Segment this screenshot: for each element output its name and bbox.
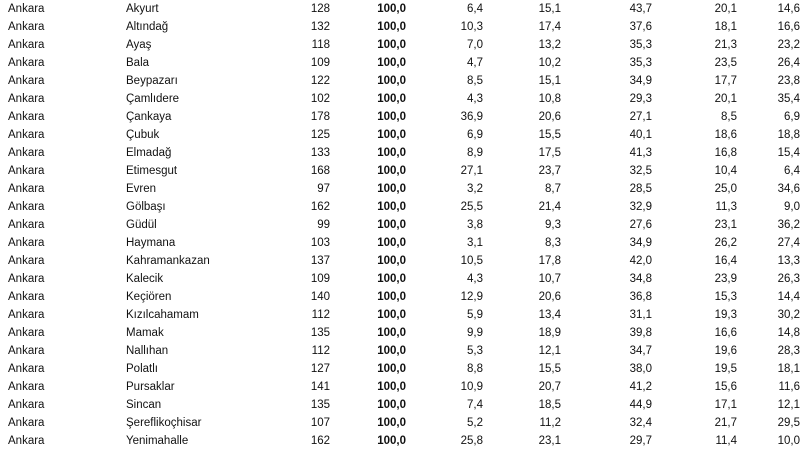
province-cell: Ankara	[8, 57, 45, 69]
count-cell: 125	[310, 129, 330, 141]
value-cell-5: 11,6	[778, 381, 800, 393]
value-cell-5: 18,1	[777, 363, 800, 375]
value-cell-3: 44,9	[629, 399, 652, 411]
province-cell: Ankara	[8, 3, 45, 15]
value-cell-2: 15,1	[538, 75, 561, 87]
table-row	[0, 144, 800, 162]
total-cell: 100,0	[377, 273, 406, 285]
district-cell: Bala	[126, 57, 150, 69]
value-cell-3: 27,1	[629, 111, 652, 123]
district-cell: Etimesgut	[126, 165, 178, 177]
count-cell: 99	[317, 219, 330, 231]
value-cell-3: 29,7	[629, 435, 652, 447]
province-cell: Ankara	[8, 75, 45, 87]
value-cell-2: 15,5	[538, 129, 561, 141]
value-cell-2: 17,4	[538, 21, 561, 33]
province-cell: Ankara	[8, 165, 45, 177]
value-cell-3: 34,8	[629, 273, 652, 285]
value-cell-5: 23,2	[777, 39, 800, 51]
value-cell-4: 19,5	[714, 363, 737, 375]
total-cell: 100,0	[377, 183, 406, 195]
total-cell: 100,0	[377, 399, 406, 411]
total-cell: 100,0	[377, 147, 406, 159]
count-cell: 109	[310, 273, 330, 285]
province-cell: Ankara	[8, 345, 45, 357]
district-cell: Polatlı	[126, 363, 158, 375]
value-cell-2: 21,4	[538, 201, 561, 213]
value-cell-2: 11,2	[539, 417, 561, 429]
total-cell: 100,0	[377, 57, 406, 69]
value-cell-3: 35,3	[629, 57, 652, 69]
value-cell-1: 5,2	[467, 417, 483, 429]
count-cell: 107	[310, 417, 330, 429]
value-cell-2: 17,8	[538, 255, 561, 267]
value-cell-4: 16,6	[714, 327, 737, 339]
table-row	[0, 432, 800, 450]
total-cell: 100,0	[377, 237, 406, 249]
table-row	[0, 54, 800, 72]
district-cell: Mamak	[126, 327, 164, 339]
table-row	[0, 180, 800, 198]
value-cell-4: 8,5	[721, 111, 737, 123]
province-cell: Ankara	[8, 381, 45, 393]
province-cell: Ankara	[8, 309, 45, 321]
table-row	[0, 396, 800, 414]
value-cell-1: 25,8	[460, 435, 483, 447]
count-cell: 112	[311, 345, 330, 357]
total-cell: 100,0	[377, 165, 406, 177]
value-cell-3: 28,5	[629, 183, 652, 195]
value-cell-1: 4,7	[467, 57, 483, 69]
province-cell: Ankara	[8, 237, 45, 249]
value-cell-1: 3,2	[467, 183, 483, 195]
province-cell: Ankara	[8, 201, 45, 213]
value-cell-1: 12,9	[460, 291, 483, 303]
table-row	[0, 36, 800, 54]
table-row	[0, 198, 800, 216]
total-cell: 100,0	[377, 291, 406, 303]
value-cell-1: 36,9	[460, 111, 483, 123]
value-cell-1: 7,0	[467, 39, 483, 51]
count-cell: 168	[310, 165, 330, 177]
value-cell-1: 4,3	[467, 93, 483, 105]
province-cell: Ankara	[8, 93, 45, 105]
total-cell: 100,0	[377, 381, 406, 393]
value-cell-3: 35,3	[629, 39, 652, 51]
table-row	[0, 342, 800, 360]
table-row	[0, 72, 800, 90]
value-cell-4: 23,1	[714, 219, 737, 231]
value-cell-1: 10,9	[460, 381, 483, 393]
district-cell: Güdül	[126, 219, 157, 231]
district-cell: Yenimahalle	[126, 435, 189, 447]
district-cell: Keçiören	[126, 291, 172, 303]
total-cell: 100,0	[377, 21, 406, 33]
district-cell: Gölbaşı	[126, 201, 166, 213]
value-cell-1: 8,9	[467, 147, 483, 159]
value-cell-4: 18,1	[714, 21, 737, 33]
value-cell-4: 11,3	[715, 201, 737, 213]
value-cell-4: 17,7	[714, 75, 737, 87]
district-cell: Çubuk	[126, 129, 160, 141]
value-cell-1: 27,1	[460, 165, 483, 177]
value-cell-2: 10,2	[538, 57, 561, 69]
value-cell-2: 17,5	[538, 147, 561, 159]
total-cell: 100,0	[377, 327, 406, 339]
district-cell: Akyurt	[126, 3, 159, 15]
value-cell-2: 20,7	[538, 381, 561, 393]
district-cell: Haymana	[126, 237, 176, 249]
count-cell: 97	[317, 183, 330, 195]
value-cell-5: 16,6	[777, 21, 800, 33]
value-cell-3: 40,1	[629, 129, 652, 141]
count-cell: 122	[310, 75, 330, 87]
value-cell-4: 26,2	[714, 237, 737, 249]
value-cell-4: 16,8	[714, 147, 737, 159]
district-cell: Elmadağ	[126, 147, 172, 159]
value-cell-5: 23,8	[777, 75, 800, 87]
value-cell-3: 29,3	[629, 93, 652, 105]
district-cell: Şereflikoçhisar	[126, 417, 202, 429]
value-cell-5: 29,5	[777, 417, 800, 429]
province-cell: Ankara	[8, 273, 45, 285]
table-row	[0, 306, 800, 324]
table-row	[0, 108, 800, 126]
province-cell: Ankara	[8, 291, 45, 303]
value-cell-2: 15,5	[538, 363, 561, 375]
district-cell: Kalecik	[126, 273, 164, 285]
value-cell-2: 10,8	[538, 93, 561, 105]
count-cell: 162	[310, 201, 330, 213]
district-cell: Altındağ	[126, 21, 169, 33]
value-cell-3: 36,8	[629, 291, 652, 303]
value-cell-4: 23,9	[714, 273, 737, 285]
district-cell: Kızılcahamam	[126, 309, 199, 321]
table-row	[0, 126, 800, 144]
district-cell: Sincan	[126, 399, 162, 411]
province-cell: Ankara	[8, 21, 45, 33]
total-cell: 100,0	[377, 363, 406, 375]
value-cell-2: 12,1	[538, 345, 561, 357]
count-cell: 109	[310, 57, 330, 69]
province-cell: Ankara	[8, 111, 45, 123]
value-cell-3: 27,6	[629, 219, 652, 231]
table-row	[0, 18, 800, 36]
value-cell-4: 19,6	[714, 345, 737, 357]
province-cell: Ankara	[8, 183, 45, 195]
count-cell: 127	[310, 363, 330, 375]
value-cell-4: 20,1	[714, 93, 737, 105]
value-cell-4: 18,6	[714, 129, 737, 141]
district-cell: Çamlıdere	[126, 93, 180, 105]
value-cell-1: 25,5	[460, 201, 483, 213]
table-row	[0, 162, 800, 180]
count-cell: 103	[310, 237, 330, 249]
value-cell-5: 13,3	[777, 255, 800, 267]
total-cell: 100,0	[377, 111, 406, 123]
value-cell-2: 18,5	[538, 399, 561, 411]
value-cell-4: 20,1	[714, 3, 737, 15]
value-cell-1: 5,3	[467, 345, 483, 357]
total-cell: 100,0	[377, 417, 406, 429]
value-cell-4: 21,3	[714, 39, 737, 51]
count-cell: 133	[310, 147, 330, 159]
total-cell: 100,0	[377, 345, 406, 357]
value-cell-5: 14,6	[777, 3, 800, 15]
district-cell: Pursaklar	[126, 381, 175, 393]
total-cell: 100,0	[377, 93, 406, 105]
value-cell-1: 3,8	[467, 219, 483, 231]
table-row	[0, 252, 800, 270]
count-cell: 162	[310, 435, 330, 447]
value-cell-4: 15,6	[714, 381, 737, 393]
province-cell: Ankara	[8, 255, 45, 267]
value-cell-3: 32,5	[629, 165, 652, 177]
value-cell-5: 30,2	[777, 309, 800, 321]
value-cell-3: 32,9	[629, 201, 652, 213]
value-cell-5: 36,2	[777, 219, 800, 231]
value-cell-5: 35,4	[777, 93, 800, 105]
value-cell-1: 10,5	[460, 255, 483, 267]
table-row	[0, 414, 800, 432]
province-cell: Ankara	[8, 417, 45, 429]
value-cell-1: 4,3	[467, 273, 483, 285]
value-cell-3: 43,7	[629, 3, 652, 15]
value-cell-3: 31,1	[629, 309, 652, 321]
count-cell: 135	[310, 327, 330, 339]
value-cell-3: 41,2	[629, 381, 652, 393]
value-cell-4: 19,3	[714, 309, 737, 321]
value-cell-3: 34,9	[629, 75, 652, 87]
value-cell-5: 34,6	[777, 183, 800, 195]
district-cell: Nallıhan	[126, 345, 169, 357]
value-cell-1: 6,9	[467, 129, 483, 141]
total-cell: 100,0	[377, 75, 406, 87]
value-cell-3: 42,0	[629, 255, 652, 267]
province-cell: Ankara	[8, 147, 45, 159]
count-cell: 135	[310, 399, 330, 411]
value-cell-2: 20,6	[538, 111, 561, 123]
count-cell: 118	[311, 39, 330, 51]
value-cell-2: 23,7	[538, 165, 561, 177]
province-cell: Ankara	[8, 327, 45, 339]
district-cell: Kahramankazan	[126, 255, 210, 267]
value-cell-5: 18,8	[777, 129, 800, 141]
value-cell-1: 3,1	[467, 237, 483, 249]
value-cell-4: 15,3	[714, 291, 737, 303]
value-cell-1: 10,3	[460, 21, 483, 33]
value-cell-1: 8,8	[467, 363, 483, 375]
table-row	[0, 270, 800, 288]
value-cell-5: 28,3	[777, 345, 800, 357]
table-row	[0, 0, 800, 18]
value-cell-4: 25,0	[714, 183, 737, 195]
count-cell: 102	[310, 93, 330, 105]
value-cell-3: 39,8	[629, 327, 652, 339]
province-cell: Ankara	[8, 129, 45, 141]
table-row	[0, 216, 800, 234]
value-cell-1: 7,4	[467, 399, 483, 411]
value-cell-3: 38,0	[629, 363, 652, 375]
value-cell-5: 15,4	[777, 147, 800, 159]
value-cell-3: 32,4	[629, 417, 652, 429]
value-cell-4: 11,4	[715, 435, 737, 447]
value-cell-4: 23,5	[714, 57, 737, 69]
province-cell: Ankara	[8, 435, 45, 447]
total-cell: 100,0	[377, 3, 406, 15]
value-cell-3: 34,9	[629, 237, 652, 249]
count-cell: 137	[310, 255, 330, 267]
value-cell-5: 14,4	[777, 291, 800, 303]
table-row	[0, 378, 800, 396]
value-cell-5: 6,9	[784, 111, 800, 123]
value-cell-4: 21,7	[714, 417, 737, 429]
value-cell-2: 13,2	[538, 39, 561, 51]
district-cell: Evren	[126, 183, 157, 195]
value-cell-5: 26,3	[777, 273, 800, 285]
total-cell: 100,0	[377, 435, 406, 447]
total-cell: 100,0	[377, 219, 406, 231]
district-cell: Ayaş	[126, 39, 152, 51]
value-cell-2: 13,4	[538, 309, 561, 321]
value-cell-2: 8,7	[545, 183, 561, 195]
province-cell: Ankara	[8, 39, 45, 51]
table-row	[0, 360, 800, 378]
value-cell-2: 10,7	[538, 273, 561, 285]
total-cell: 100,0	[377, 39, 406, 51]
value-cell-5: 6,4	[784, 165, 800, 177]
value-cell-2: 18,9	[538, 327, 561, 339]
count-cell: 141	[310, 381, 330, 393]
table-row	[0, 234, 800, 252]
value-cell-3: 37,6	[629, 21, 652, 33]
province-cell: Ankara	[8, 363, 45, 375]
value-cell-5: 10,0	[777, 435, 800, 447]
value-cell-3: 34,7	[629, 345, 652, 357]
value-cell-1: 6,4	[467, 3, 483, 15]
province-cell: Ankara	[8, 219, 45, 231]
value-cell-5: 9,0	[784, 201, 800, 213]
total-cell: 100,0	[377, 309, 406, 321]
value-cell-1: 9,9	[467, 327, 483, 339]
table-row	[0, 288, 800, 306]
value-cell-2: 23,1	[538, 435, 561, 447]
total-cell: 100,0	[377, 255, 406, 267]
value-cell-5: 12,1	[777, 399, 800, 411]
value-cell-4: 10,4	[714, 165, 737, 177]
value-cell-5: 27,4	[777, 237, 800, 249]
count-cell: 132	[310, 21, 330, 33]
count-cell: 112	[311, 309, 330, 321]
value-cell-2: 9,3	[545, 219, 561, 231]
value-cell-5: 26,4	[777, 57, 800, 69]
value-cell-3: 41,3	[629, 147, 652, 159]
value-cell-1: 8,5	[467, 75, 483, 87]
value-cell-2: 15,1	[538, 3, 561, 15]
value-cell-4: 17,1	[714, 399, 737, 411]
table-row	[0, 90, 800, 108]
province-cell: Ankara	[8, 399, 45, 411]
value-cell-2: 8,3	[545, 237, 561, 249]
count-cell: 128	[310, 3, 330, 15]
count-cell: 140	[310, 291, 330, 303]
total-cell: 100,0	[377, 201, 406, 213]
district-cell: Beypazarı	[126, 75, 178, 87]
value-cell-5: 14,8	[777, 327, 800, 339]
table-row	[0, 324, 800, 342]
total-cell: 100,0	[377, 129, 406, 141]
value-cell-4: 16,4	[714, 255, 737, 267]
value-cell-2: 20,6	[538, 291, 561, 303]
district-cell: Çankaya	[126, 111, 172, 123]
count-cell: 178	[310, 111, 330, 123]
value-cell-1: 5,9	[467, 309, 483, 321]
